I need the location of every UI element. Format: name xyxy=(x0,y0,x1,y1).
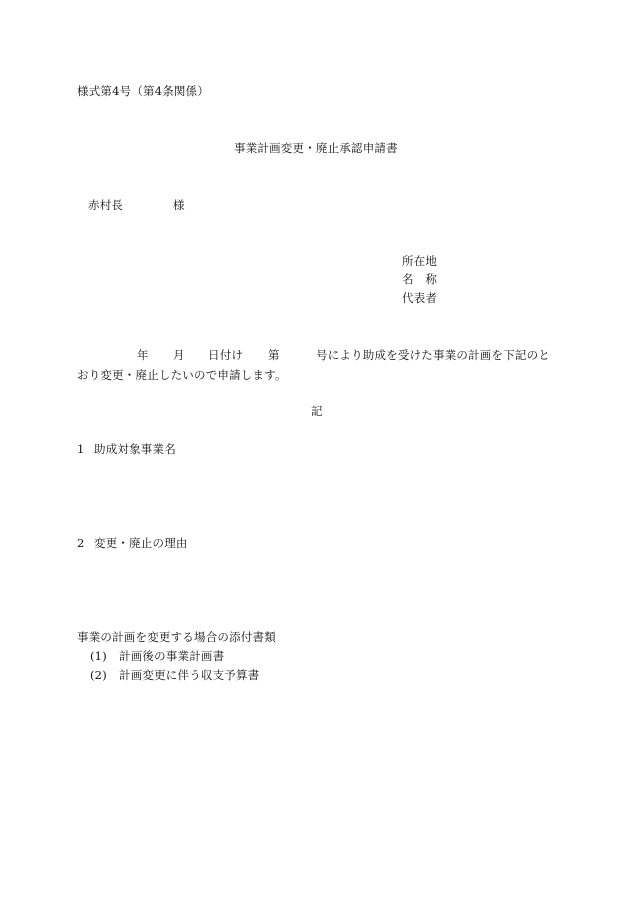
body-month: 月 xyxy=(173,348,185,362)
addressee-honorific: 様 xyxy=(173,198,185,212)
applicant-representative-label: 代表者 xyxy=(402,291,438,305)
attachment-2-label: 計画変更に伴う収支予算書 xyxy=(119,668,260,682)
body-line2: おり変更・廃止したいので申請します。 xyxy=(77,368,287,382)
item-1-number: 1 xyxy=(77,442,85,456)
body-no-prefix: 第 xyxy=(268,348,280,362)
addressee-name: 赤村長 xyxy=(88,198,124,212)
body-line1-continuation: 号により助成を受けた事業の計画を下記のと xyxy=(316,348,550,362)
body-year: 年 xyxy=(137,348,149,362)
ki-marker: 記 xyxy=(311,404,323,418)
attachment-1-label: 計画後の事業計画書 xyxy=(119,649,225,663)
document-title: 事業計画変更・廃止承認申請書 xyxy=(234,141,398,155)
attachment-1-number: (1) xyxy=(90,649,107,663)
applicant-name-label: 名 称 xyxy=(402,272,438,286)
attachment-2-number: (2) xyxy=(90,668,107,682)
item-1-label: 助成対象事業名 xyxy=(94,442,176,456)
body-day-dated: 日付け xyxy=(208,348,244,362)
item-2-label: 変更・廃止の理由 xyxy=(94,536,188,550)
form-number: 様式第4号（第4条関係） xyxy=(77,84,210,98)
attachments-heading: 事業の計画を変更する場合の添付書類 xyxy=(77,630,276,644)
applicant-address-label: 所在地 xyxy=(402,254,438,268)
item-2-number: 2 xyxy=(77,536,85,550)
